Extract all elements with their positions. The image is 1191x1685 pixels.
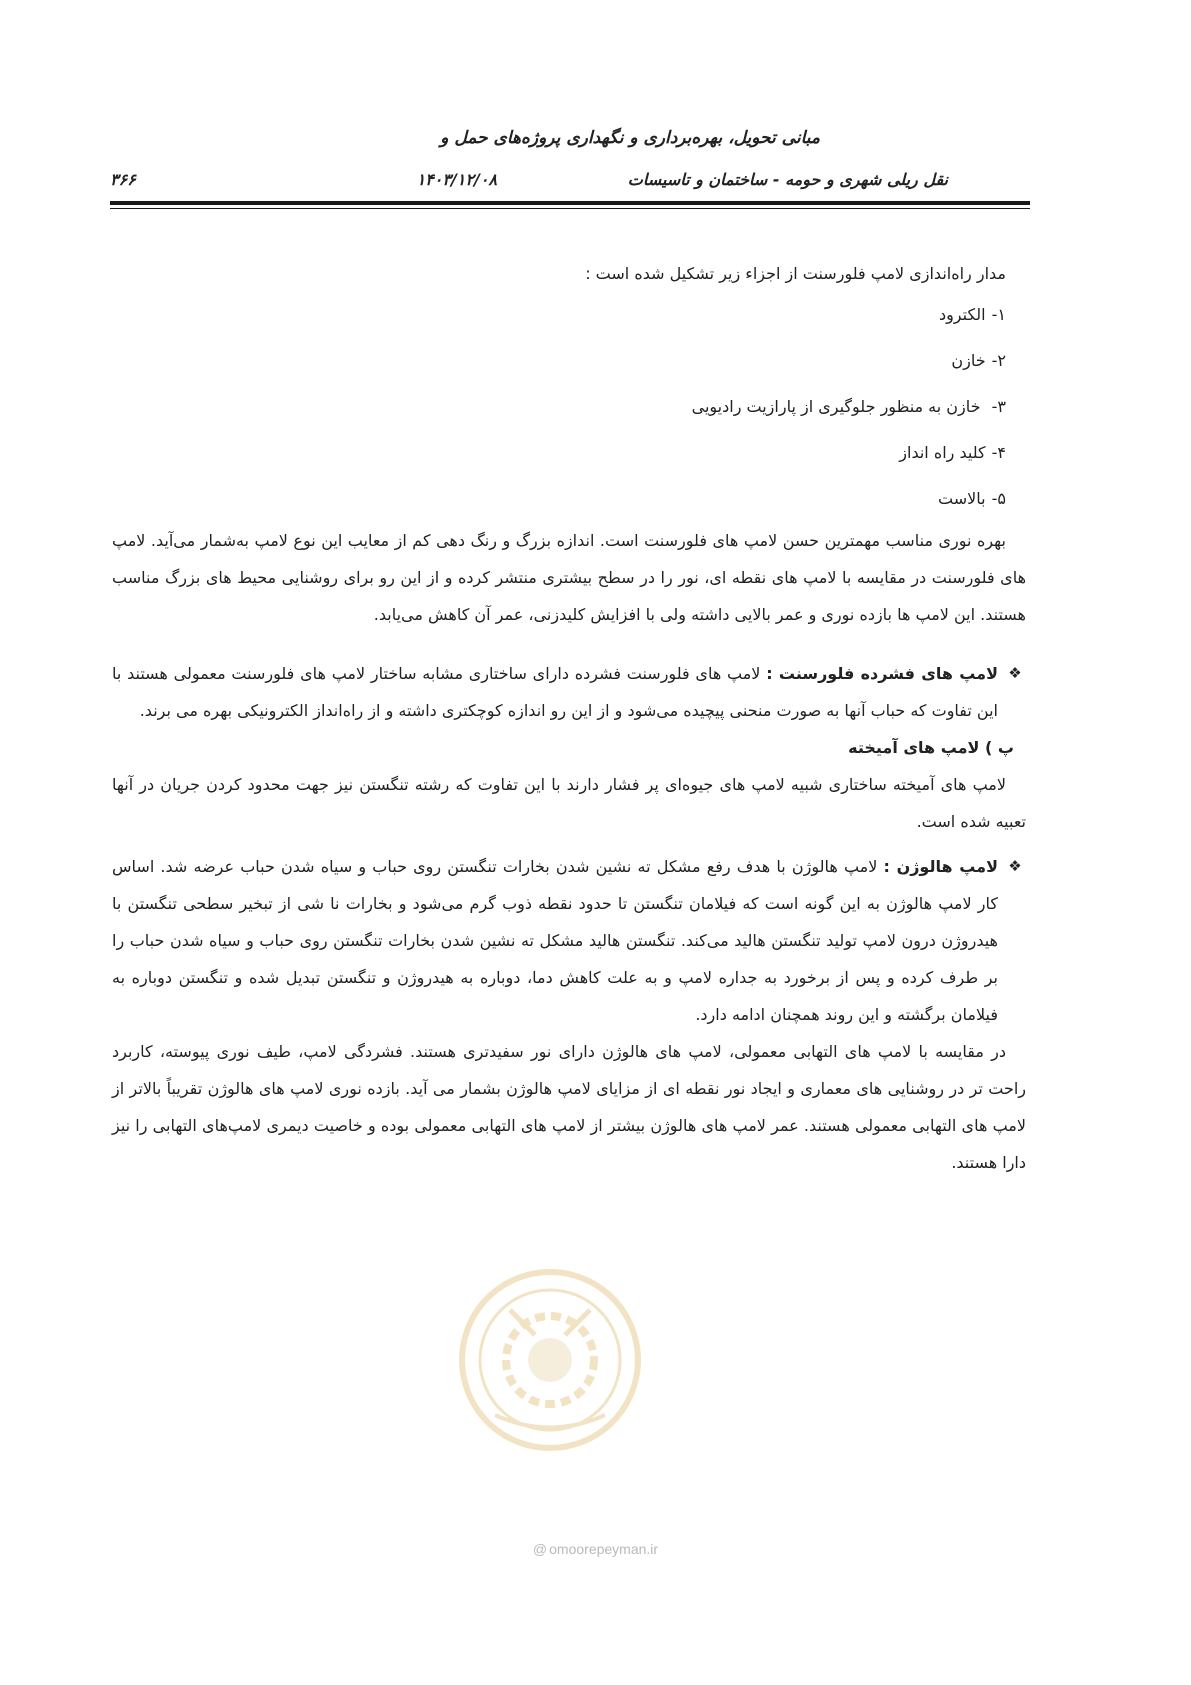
- list-item-text: خازن به منظور جلوگیری از پارازیت رادیویی: [691, 397, 986, 416]
- list-item-text: الکترود: [938, 305, 986, 324]
- footer-site-text: omoorepeyman.ir: [549, 1541, 659, 1557]
- main-content: [112, 255, 1026, 1181]
- halogen-bullet: [112, 848, 1026, 1033]
- fluorescent-paragraph: بهره نوری مناسب مهمترین حسن لامپ های فلورسنت است. اندازه بزرگ و رنگ دهی کم از معایب این نوع لامپ به‌شمار می‌آید. لامپ های فلورسنت در مقایسه با لامپ های نقطه ای، نور را در سطح بیشتری منتشر کرده و از این رو برای روشنایی محیط های بزرگ مناسب هستند. این لامپ ها بازده نوری و عمر بالایی داشته ولی با افزایش کلیدزنی، عمر آن کاهش می‌یابد.: [112, 531, 1026, 624]
- header-rule-thick: [110, 201, 1030, 205]
- list-item-text: خازن: [951, 351, 986, 370]
- footer-site: [0, 1541, 1191, 1557]
- bullet-term: لامپ های فشرده فلورسنت :: [766, 664, 998, 683]
- page-number: ۳۶۶: [110, 170, 136, 189]
- list-item-number: ۱-: [991, 305, 1006, 324]
- list-item: [112, 384, 1026, 430]
- list-item-number: ۵-: [991, 489, 1006, 508]
- list-item: [112, 476, 1026, 522]
- bullet-text: لامپ های فلورسنت فشرده دارای ساختاری مشابه ساختار لامپ های فلورسنت معمولی هستند با این تفاوت که حباب آنها به صورت منحنی پیچیده می‌شود و از این رو اندازه کوچکتری داشته و از راه‌انداز الکترونیکی بهره می برند.: [112, 664, 998, 720]
- list-item-number: ۴-: [991, 443, 1006, 462]
- component-list: [112, 292, 1026, 522]
- at-icon: @: [532, 1541, 548, 1557]
- intro-text: مدار راه‌اندازی لامپ فلورسنت از اجزاء زیر تشکیل شده است :: [585, 264, 1006, 283]
- header-date: ۱۴۰۳/۱۲/۰۸: [416, 170, 497, 189]
- section-heading: پ ) لامپ های آمیخته: [848, 738, 1014, 757]
- mixed-lamp-paragraph: لامپ های آمیخته ساختاری شبیه لامپ های جیوه‌ای پر فشار دارند با این تفاوت که رشته تنگستن نیز جهت محدود کردن جریان در آنها تعبیه شده است.: [112, 775, 1026, 831]
- header-title-line2: نقل ریلی شهری و حومه - ساختمان و تاسیسات: [627, 170, 948, 189]
- compact-fluorescent-bullet: [112, 655, 1026, 729]
- list-item-number: ۳-: [991, 397, 1006, 416]
- list-item-text: کلید راه انداز: [899, 443, 986, 462]
- header-line2: [110, 170, 1030, 189]
- halogen-comparison-paragraph: در مقایسه با لامپ های التهابی معمولی، لامپ های هالوژن دارای نور سفیدتری هستند. فشردگی لامپ، طیف نوری پیوسته، کاربرد راحت تر در روشنایی های معماری و ایجاد نور نقطه ای از مزایای لامپ هالوژن بشمار می آید. بازده نوری لامپ های هالوژن تقریباً بالاتر از لامپ های التهابی معمولی هستند. عمر لامپ های هالوژن بیشتر از لامپ های التهابی معمولی بوده و خاصیت دیمری لامپ‌های التهابی را نیز دارا هستند.: [112, 1042, 1026, 1172]
- diamond-bullet-icon: ❖: [1008, 857, 1022, 875]
- seal-watermark-icon: [455, 1265, 645, 1455]
- bullet-text: لامپ هالوژن با هدف رفع مشکل ته نشین شدن بخارات تنگستن روی حباب و سیاه شدن حباب عرضه شد. اساس کار لامپ هالوژن به این گونه است که فیلامان تنگستن تا حدود نقطه ذوب گرم می‌شود و بخارات نا شی از تبخیر سطحی تنگستن با هیدروژن درون لامپ تولید تنگستن هالید می‌کند. تنگستن هالید مشکل ته نشین شدن بخارات تنگستن روی حباب و سیاه شدن حباب را بر طرف کرده و پس از برخورد به جداره لامپ و به علت کاهش دما، دوباره به هیدروژن و تنگستن تبدیل شده و تنگستن دوباره به فیلامان برگشته و این روند همچنان ادامه دارد.: [112, 857, 998, 1024]
- header-title-line1: مبانی تحویل، بهره‌برداری و نگهداری پروژه‌های حمل و: [440, 128, 820, 148]
- header-rule-thin: [110, 208, 1030, 209]
- diamond-bullet-icon: ❖: [1008, 664, 1022, 682]
- list-item-text: بالاست: [938, 489, 986, 508]
- list-item-number: ۲-: [991, 351, 1006, 370]
- list-item: [112, 430, 1026, 476]
- list-item: [112, 338, 1026, 384]
- bullet-term: لامپ هالوژن :: [883, 857, 998, 876]
- list-item: [112, 292, 1026, 338]
